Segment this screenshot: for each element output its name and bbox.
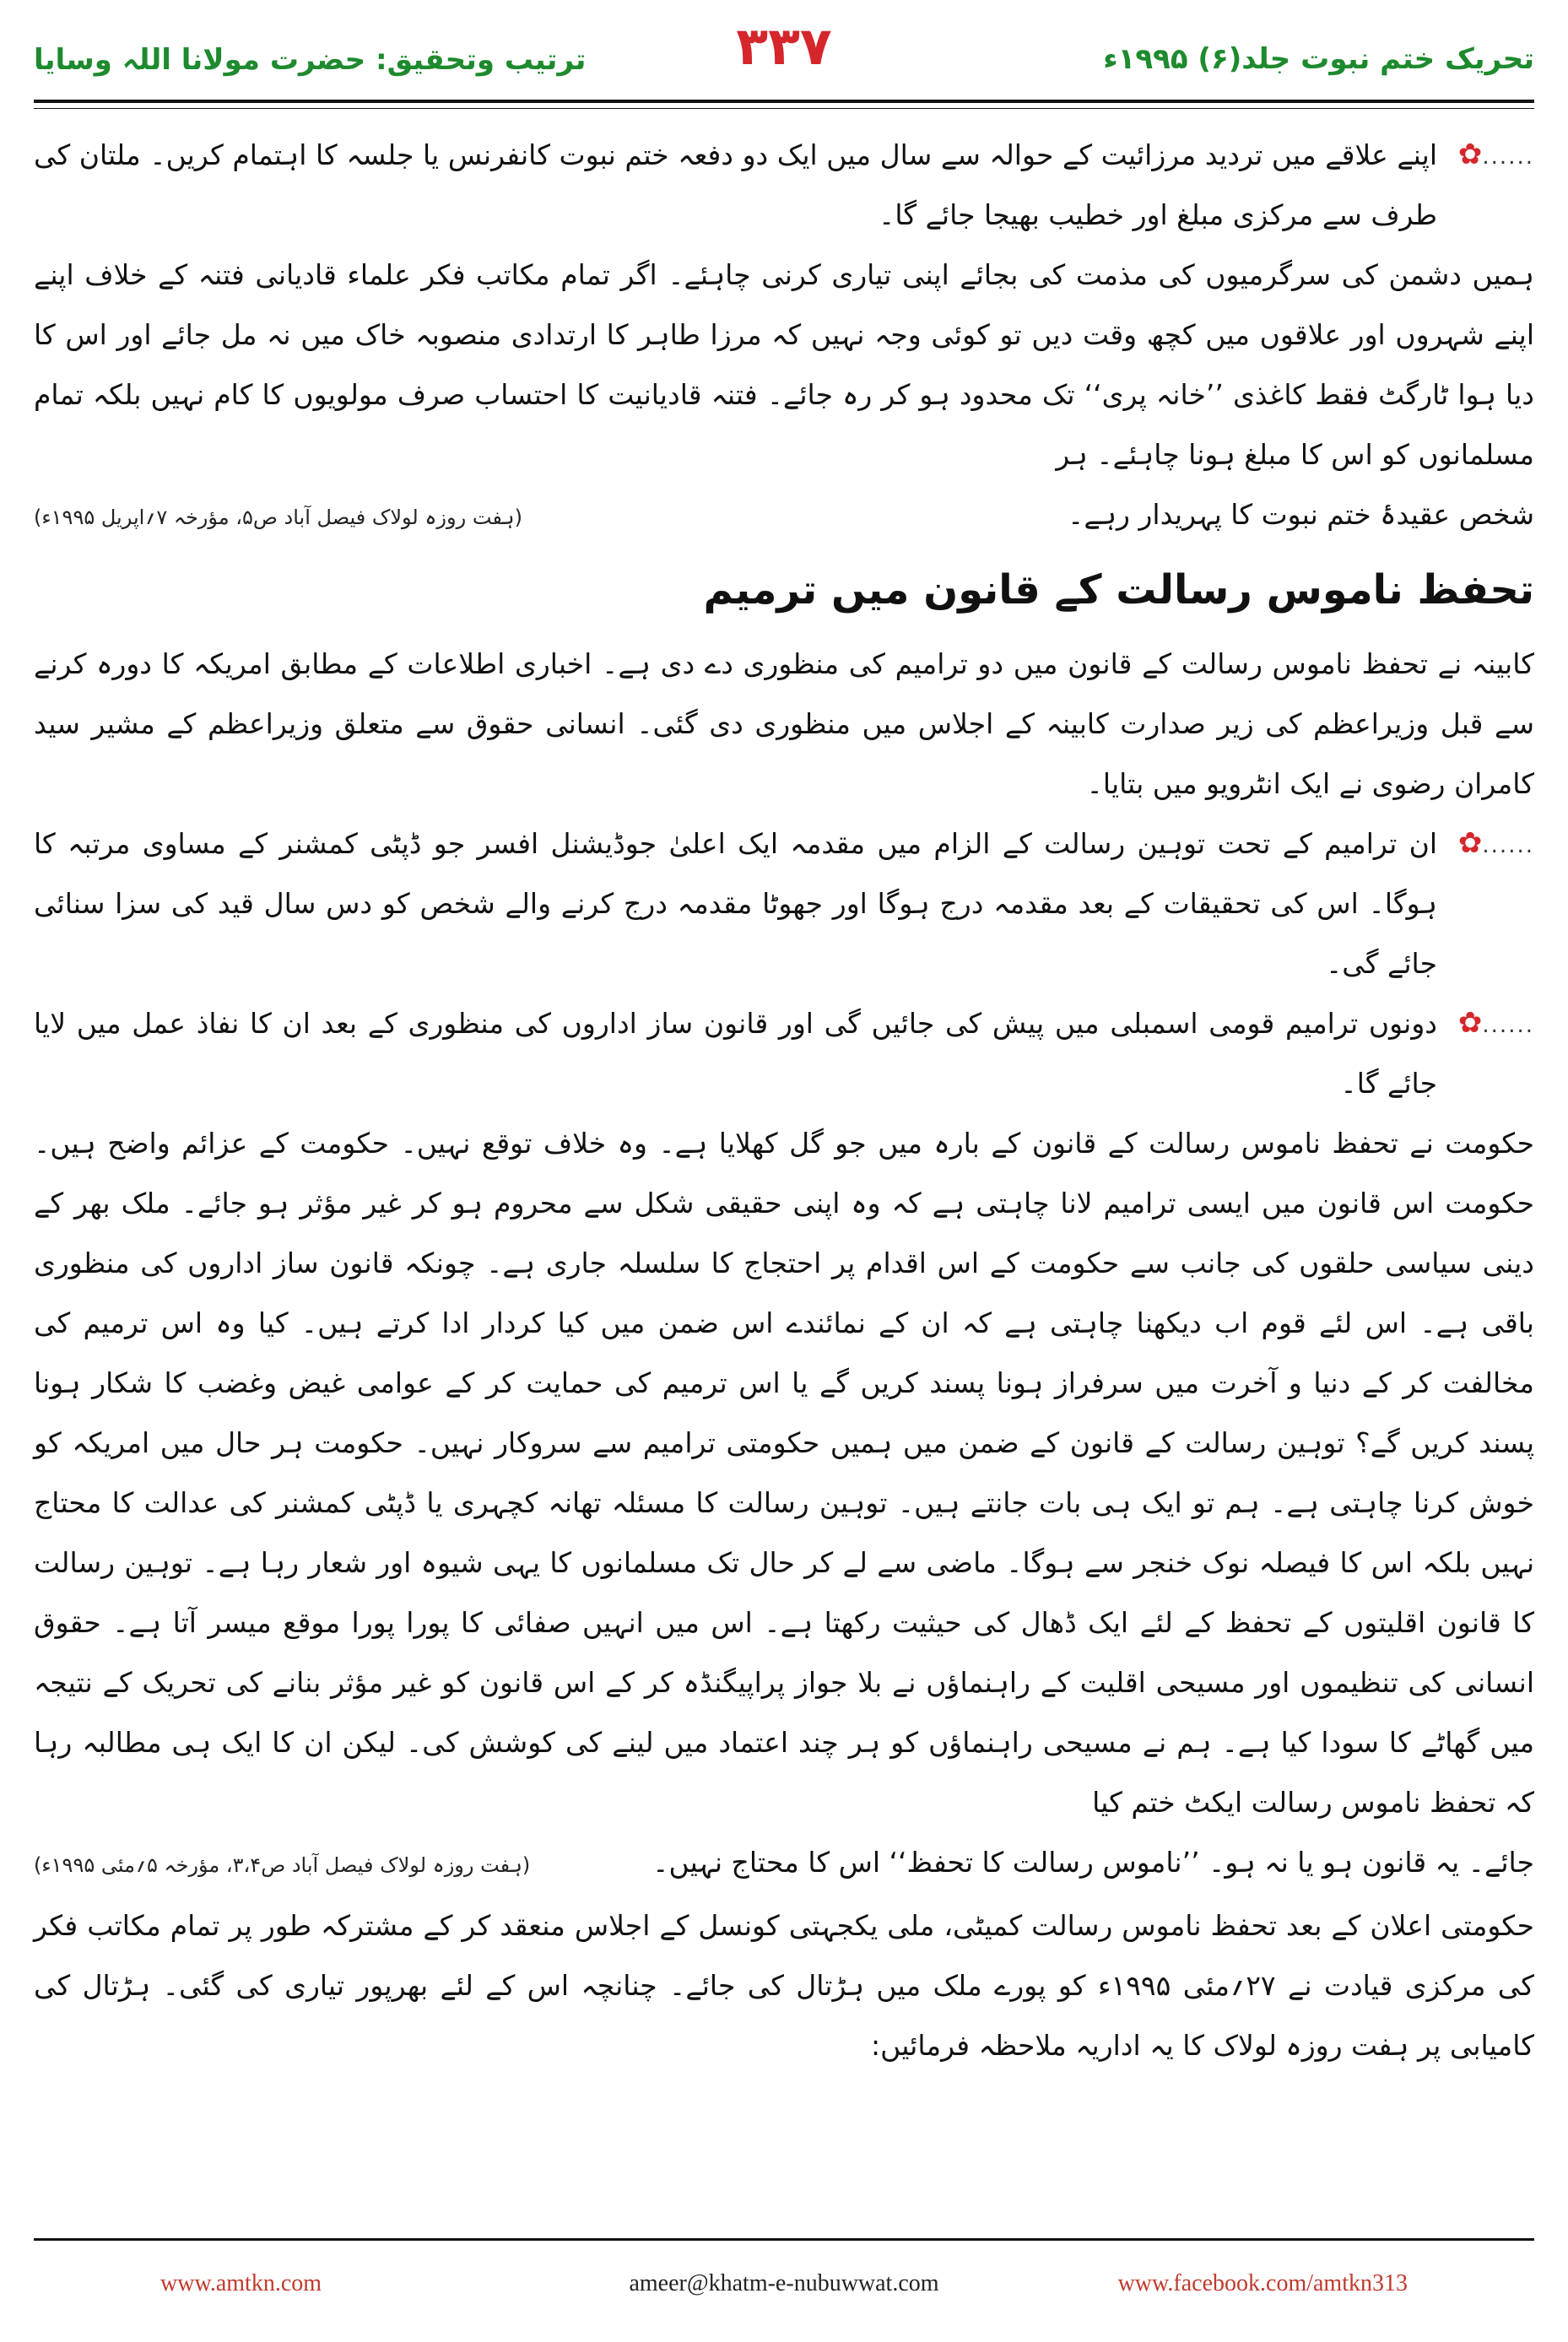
paragraph: حکومتی اعلان کے بعد تحفظ ناموس رسالت کمیٹی، ملی یکجہتی کونسل کے اجلاس منعقد کر کے مشترکہ طور پر تمام مکاتب فکر کی مرکزی قیادت نے ۲۷؍مئی ۱۹۹۵ء کو پورے ملک میں ہڑتال کی جائے۔ چنانچہ اس کے لئے بھرپور تیاری کی گئی۔ ہڑتال کی کامیابی پر ہفت روزہ لولاک کا یہ اداریہ ملاحظہ فرمائیں: (34, 1909, 1534, 2062)
page-header (34, 15, 1534, 100)
page-body (34, 125, 1534, 2075)
page-number: ۳۳۷ (736, 15, 832, 77)
paragraph-end: جائے۔ یہ قانون ہو یا نہ ہو۔ ’’ناموس رسالت کا تحفظ‘‘ اس کا محتاج نہیں۔ (652, 1846, 1534, 1879)
section-heading: تحفظ ناموس رسالت کے قانون میں ترمیم (703, 566, 1534, 614)
bullet-text: ان ترامیم کے تحت توہین رسالت کے الزام میں مقدمہ ایک اعلیٰ جوڈیشنل افسر جو ڈپٹی کمشنر کے مساوی مرتبہ کا ہوگا۔ اس کی تحقیقات کے بعد مقدمہ درج ہوگا اور جھوٹا مقدمہ درج کرنے والے شخص کو دس سال قید کی سزا سنائی جائے گی۔ (34, 827, 1437, 980)
paragraph: کابینہ نے تحفظ ناموس رسالت کے قانون میں دو ترامیم کی منظوری دے دی ہے۔ اخباری اطلاعات کے مطابق امریکہ کا دورہ کرنے سے قبل وزیراعظم کی زیر صدارت کابینہ کے اجلاس میں منظوری دی گئی۔ انسانی حقوق سے متعلق وزیراعظم کے مشیر سید کامران رضوی نے ایک انٹرویو میں بتایا۔ (34, 647, 1534, 800)
bullet-text: اپنے علاقے میں تردید مرزائیت کے حوالہ سے سال میں ایک دو دفعہ ختم نبوت کانفرنس یا جلسہ کا اہتمام کریں۔ ملتان کی طرف سے مرکزی مبلغ اور خطیب بھیجا جائے گا۔ (34, 138, 1437, 231)
page-footer (34, 2270, 1534, 2312)
bullet-paragraph (34, 993, 1534, 1113)
citation: (ہفت روزہ لولاک فیصل آباد ص۵، مؤرخہ ۷؍اپریل ۱۹۹۵ء) (34, 506, 522, 529)
bullet-text: دونوں ترامیم قومی اسمبلی میں پیش کی جائیں گی اور قانون ساز اداروں کی منظوری کے بعد ان کا نفاذ عمل میں لایا جائے گا۔ (34, 1007, 1437, 1100)
bullet-marker: ✿...... (1457, 826, 1534, 860)
facebook-link[interactable]: www.facebook.com/amtkn313 (1117, 2270, 1408, 2296)
bullet-paragraph (34, 814, 1534, 993)
paragraph-end-with-citation (34, 484, 1534, 548)
bullet-paragraph (34, 125, 1534, 245)
paragraph-end: شخص عقیدۂ ختم نبوت کا پہریدار رہے۔ (1068, 498, 1534, 531)
paragraph: حکومت نے تحفظ ناموس رسالت کے قانون کے بارہ میں جو گل کھلایا ہے۔ وہ خلاف توقع نہیں۔ حکومت کے عزائم واضح ہیں۔ حکومت اس قانون میں ایسی ترامیم لانا چاہتی ہے کہ وہ اپنی حقیقی شکل سے محروم ہو کر غیر مؤثر ہو جائے۔ ملک بھر کے دینی سیاسی حلقوں کی جانب سے حکومت کے اس اقدام پر احتجاج کا سلسلہ جاری ہے۔ چونکہ قانون ساز اداروں کی منظوری باقی ہے۔ اس لئے قوم اب دیکھنا چاہتی ہے کہ ان کے نمائندے اس ضمن میں کیا کردار ادا کرتے ہیں۔ کیا وہ اس ترمیم کی مخالفت کر کے دنیا و آخرت میں سرفراز ہونا پسند کریں گے یا اس ترمیم کی حمایت کر کے عوامی غیض وغضب کا شکار ہونا پسند کریں گے؟ توہین رسالت کے قانون کے ضمن میں ہمیں حکومتی ترامیم سے سروکار نہیں۔ حکومت ہر حال میں امریکہ کو خوش کرنا چاہتی ہے۔ ہم تو ایک ہی بات جانتے ہیں۔ توہین رسالت کا مسئلہ تھانہ کچہری یا ڈپٹی کمشنر کی عدالت کا محتاج نہیں بلکہ اس کا فیصلہ نوک خنجر سے ہوگا۔ ماضی سے لے کر حال تک مسلمانوں کا یہی شیوہ اور شعار رہا ہے۔ توہین رسالت کا قانون اقلیتوں کے تحفظ کے لئے ایک ڈھال کی حیثیت رکھتا ہے۔ اس میں انہیں صفائی کا پورا پورا موقع میسر آتا ہے۔ حقوق انسانی کی تنظیموں اور مسیحی اقلیت کے راہنماؤں نے بلا جواز پراپیگنڈہ کر کے اس قانون کو غیر مؤثر بنانے کی تحریک کے نتیجہ میں گھاٹے کا سودا کیا ہے۔ ہم نے مسیحی راہنماؤں کو ہر چند اعتماد میں لینے کی کوشش کی۔ لیکن ان کا ایک ہی مطالبہ رہا کہ تحفظ ناموس رسالت ایکٹ ختم کیا (34, 1127, 1535, 1819)
flower-icon: ✿ (1457, 826, 1483, 860)
compiler-credit: ترتیب وتحقیق: حضرت مولانا اللہ وسایا (34, 43, 587, 77)
footer-divider (34, 2238, 1534, 2241)
paragraph: ہمیں دشمن کی سرگرمیوں کی مذمت کی بجائے اپنی تیاری کرنی چاہئے۔ اگر تمام مکاتب فکر علماء قادیانی فتنہ کے خلاف اپنے اپنے شہروں اور علاقوں میں کچھ وقت دیں تو کوئی وجہ نہیں کہ مرزا طاہر کا ارتدادی منصوبہ خاک میں نہ مل جائے اور اس کا دیا ہوا ٹارگٹ فقط کاغذی ’’خانہ پری‘‘ تک محدود ہو کر رہ جائے۔ فتنہ قادیانیت کا احتساب صرف مولویوں کا کام نہیں بلکہ تمام مسلمانوں کو اس کا مبلغ ہونا چاہئے۔ ہر (34, 258, 1534, 471)
citation: (ہفت روزہ لولاک فیصل آباد ص۳،۴، مؤرخہ ۵؍مئی ۱۹۹۵ء) (34, 1853, 531, 1877)
email-link[interactable]: ameer@khatm-e-nubuwwat.com (629, 2270, 939, 2296)
header-divider (34, 100, 1534, 109)
bullet-marker: ✿...... (1457, 138, 1534, 171)
flower-icon: ✿ (1457, 138, 1483, 171)
bullet-marker: ✿...... (1457, 1006, 1534, 1040)
book-title: تحریک ختم نبوت جلد(۶) ۱۹۹۵ء (1103, 42, 1534, 76)
flower-icon: ✿ (1457, 1006, 1483, 1040)
website-link[interactable]: www.amtkn.com (160, 2270, 322, 2296)
paragraph-end-with-citation (34, 1832, 1534, 1896)
